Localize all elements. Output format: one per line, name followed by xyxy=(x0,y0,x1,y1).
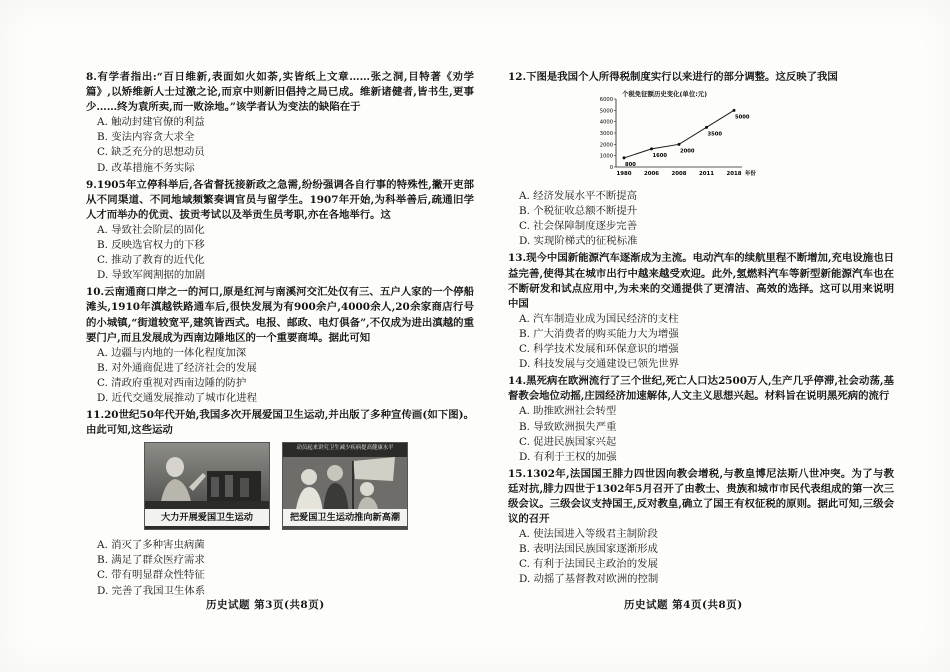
option-a: A. 导致社会阶层的固化 xyxy=(97,223,205,236)
question-15 xyxy=(508,467,894,588)
option-c: C. 带有明显群众性特征 xyxy=(97,569,205,582)
data-point xyxy=(650,147,653,150)
data-label: 3500 xyxy=(707,131,722,138)
option-a: A. 经济发展水平不断提高 xyxy=(519,190,638,203)
question-13 xyxy=(508,251,894,372)
data-label: 1600 xyxy=(652,152,667,159)
question-12 xyxy=(508,70,894,249)
option-a: A. 触动封建官僚的利益 xyxy=(97,116,205,129)
option-a: A. 边疆与内地的一体化程度加深 xyxy=(97,346,247,359)
option-c: C. 推动了教育的近代化 xyxy=(97,254,205,267)
question-stem: 15.1302年,法国国王腓力四世因向教会增税,与教皇博尼法斯八世冲突。为了与教廷对抗,腓力四世于1302年5月召开了由教士、贵族和城市市民代表组成的第一次三级会议。三级会议支持国王,反对教皇,确立了国王有权征税的原则。据此可知,三级会议的召开 xyxy=(508,467,894,526)
x-tick-label: 2018 xyxy=(726,171,742,178)
y-tick-label: 0 xyxy=(609,165,613,172)
option-d: D. 实现阶梯式的征税标准 xyxy=(519,235,638,248)
option-a: A. 汽车制造业成为国民经济的支柱 xyxy=(519,312,679,325)
option-c: C. 促进民族国家兴起 xyxy=(519,435,617,448)
question-10 xyxy=(86,285,474,406)
y-tick-label: 5000 xyxy=(599,108,613,115)
question-stem: 8.有学者指出:“百日维新,表面如火如荼,实皆纸上文章……张之洞,目特著《劝学篇》,以矫维新人士过激之论,而京中则新旧倡持之局已成。维新诸健者,皆书生,更事少……终为袁所卖,而一败涂地。”该学者认为变法的缺陷在于 xyxy=(86,71,474,114)
y-tick-label: 1000 xyxy=(599,153,613,160)
data-point xyxy=(623,157,626,160)
x-tick-label: 2008 xyxy=(671,171,687,178)
poster-2-caption: 把爱国卫生运动推向新高潮 xyxy=(283,509,407,526)
question-9 xyxy=(86,178,474,284)
question-stem: 9.1905年立停科举后,各省督抚接新政之急需,纷纷强调各自行事的特殊性,撇开吏部从不同渠道、不同地域频繁奏调官员与留学生。1907年开始,为科举善后,疏通旧学人才而举办的优贡、拔贡考试以及举贡生员考职,亦在各地举行。这 xyxy=(86,178,474,221)
x-tick-label: 1980 xyxy=(616,171,632,178)
option-d: D. 动摇了基督教对欧洲的控制 xyxy=(519,573,659,586)
option-a: A. 助推欧洲社会转型 xyxy=(519,405,617,418)
question-8 xyxy=(86,70,474,176)
poster-2 xyxy=(282,442,408,530)
option-b: B. 表明法国民族国家逐渐形成 xyxy=(519,543,658,556)
question-stem: 11.20世纪50年代开始,我国多次开展爱国卫生运动,并出版了多种宣传画(如下图)。由此可知,这些运动 xyxy=(86,409,474,437)
question-stem: 10.云南通商口岸之一的河口,原是红河与南溪河交汇处仅有三、五户人家的一个停船滩头,1910年滇越铁路通车后,很快发展为有900余户,4000余人,20余家商店行号的小城镇,“街道较宽平,建筑皆西式。电报、邮政、电灯俱备”,不仅成为进出滇越的重要门户,而且发展成为西南边陲地区的一个重要商埠。据此可知 xyxy=(86,286,474,344)
data-label: 5000 xyxy=(735,114,750,121)
option-d: D. 改革措施不务实际 xyxy=(97,161,195,174)
y-tick-label: 4000 xyxy=(599,119,613,126)
option-c: C. 有利于法国民主政治的发展 xyxy=(519,558,658,571)
y-tick-label: 3000 xyxy=(599,131,613,138)
option-d: D. 有利于王权的加强 xyxy=(519,450,617,463)
option-d: D. 科技发展与交通建设已领先世界 xyxy=(519,358,680,371)
x-axis-label: 年份 xyxy=(745,171,756,178)
option-c: C. 社会保障制度逐步完善 xyxy=(519,220,638,233)
question-stem: 13.现今中国新能源汽车逐渐成为主流。电动汽车的续航里程不断增加,充电设施也日益完善,使得其在城市出行中越来越受欢迎。此外,氢燃料汽车等新型新能源汽车也在不断研发和试点应用中,为未来的交通提供了更清洁、高效的选择。这可以用来说明中国 xyxy=(508,252,894,310)
propaganda-posters xyxy=(144,442,474,530)
option-c: C. 缺乏充分的思想动员 xyxy=(97,146,205,159)
option-c: C. 科学技术发展和环保意识的增强 xyxy=(519,343,679,356)
data-point xyxy=(733,109,736,112)
option-b: B. 反映选官权力的下移 xyxy=(97,239,205,252)
data-label: 2000 xyxy=(680,148,695,155)
question-11 xyxy=(86,408,474,599)
left-page-column xyxy=(86,70,474,601)
option-b: B. 广大消费者的购买能力大为增强 xyxy=(519,327,679,340)
option-a: A. 消灭了多种害虫病菌 xyxy=(97,539,205,552)
option-d: D. 完善了我国卫生体系 xyxy=(97,584,206,597)
data-point xyxy=(705,126,708,129)
option-b: B. 个税征收总额不断提升 xyxy=(519,205,638,218)
option-a: A. 使法国进入等级君主制阶段 xyxy=(519,528,658,541)
option-b: B. 导致欧洲损失严重 xyxy=(519,420,617,433)
question-14 xyxy=(508,374,894,465)
question-stem: 14.黑死病在欧洲流行了三个世纪,死亡人口达2500万人,生产几乎停滞,社会动荡,基督教会地位动摇,庄园经济加速解体,人文主义思想兴起。材料旨在说明黑死病的流行 xyxy=(508,375,894,403)
data-point xyxy=(678,143,681,146)
poster-1-caption: 大力开展爱国卫生运动 xyxy=(145,509,269,526)
page-footer-left: 历史试题 第3页(共8页) xyxy=(206,599,325,611)
option-b: B. 对外通商促进了经济社会的发展 xyxy=(97,361,257,374)
option-c: C. 清政府重视对西南边陲的防护 xyxy=(97,376,247,389)
poster-1 xyxy=(144,442,270,530)
option-b: B. 变法内容贪大求全 xyxy=(97,131,195,144)
option-b: B. 满足了群众医疗需求 xyxy=(97,554,205,567)
right-page-column xyxy=(508,70,894,590)
x-tick-label: 2006 xyxy=(643,171,660,178)
chart-canvas xyxy=(592,87,772,183)
chart-title: 个税免征额历史变化(单位:元) xyxy=(622,90,708,99)
y-tick-label: 2000 xyxy=(599,142,613,149)
data-label: 800 xyxy=(625,162,636,169)
option-d: D. 近代交通发展推动了城市化进程 xyxy=(97,391,258,404)
poster-2-top-text: 动员起来讲究卫生减少疾病提高健康水平 xyxy=(296,445,394,452)
tax-threshold-chart xyxy=(592,87,772,183)
x-tick-label: 2011 xyxy=(698,171,715,178)
y-tick-label: 6000 xyxy=(599,97,613,104)
option-d: D. 导致军阀割据的加剧 xyxy=(97,269,206,282)
question-stem: 12.下图是我国个人所得税制度实行以来进行的部分调整。这反映了我国 xyxy=(508,71,838,83)
page-footer-right: 历史试题 第4页(共8页) xyxy=(624,599,743,611)
